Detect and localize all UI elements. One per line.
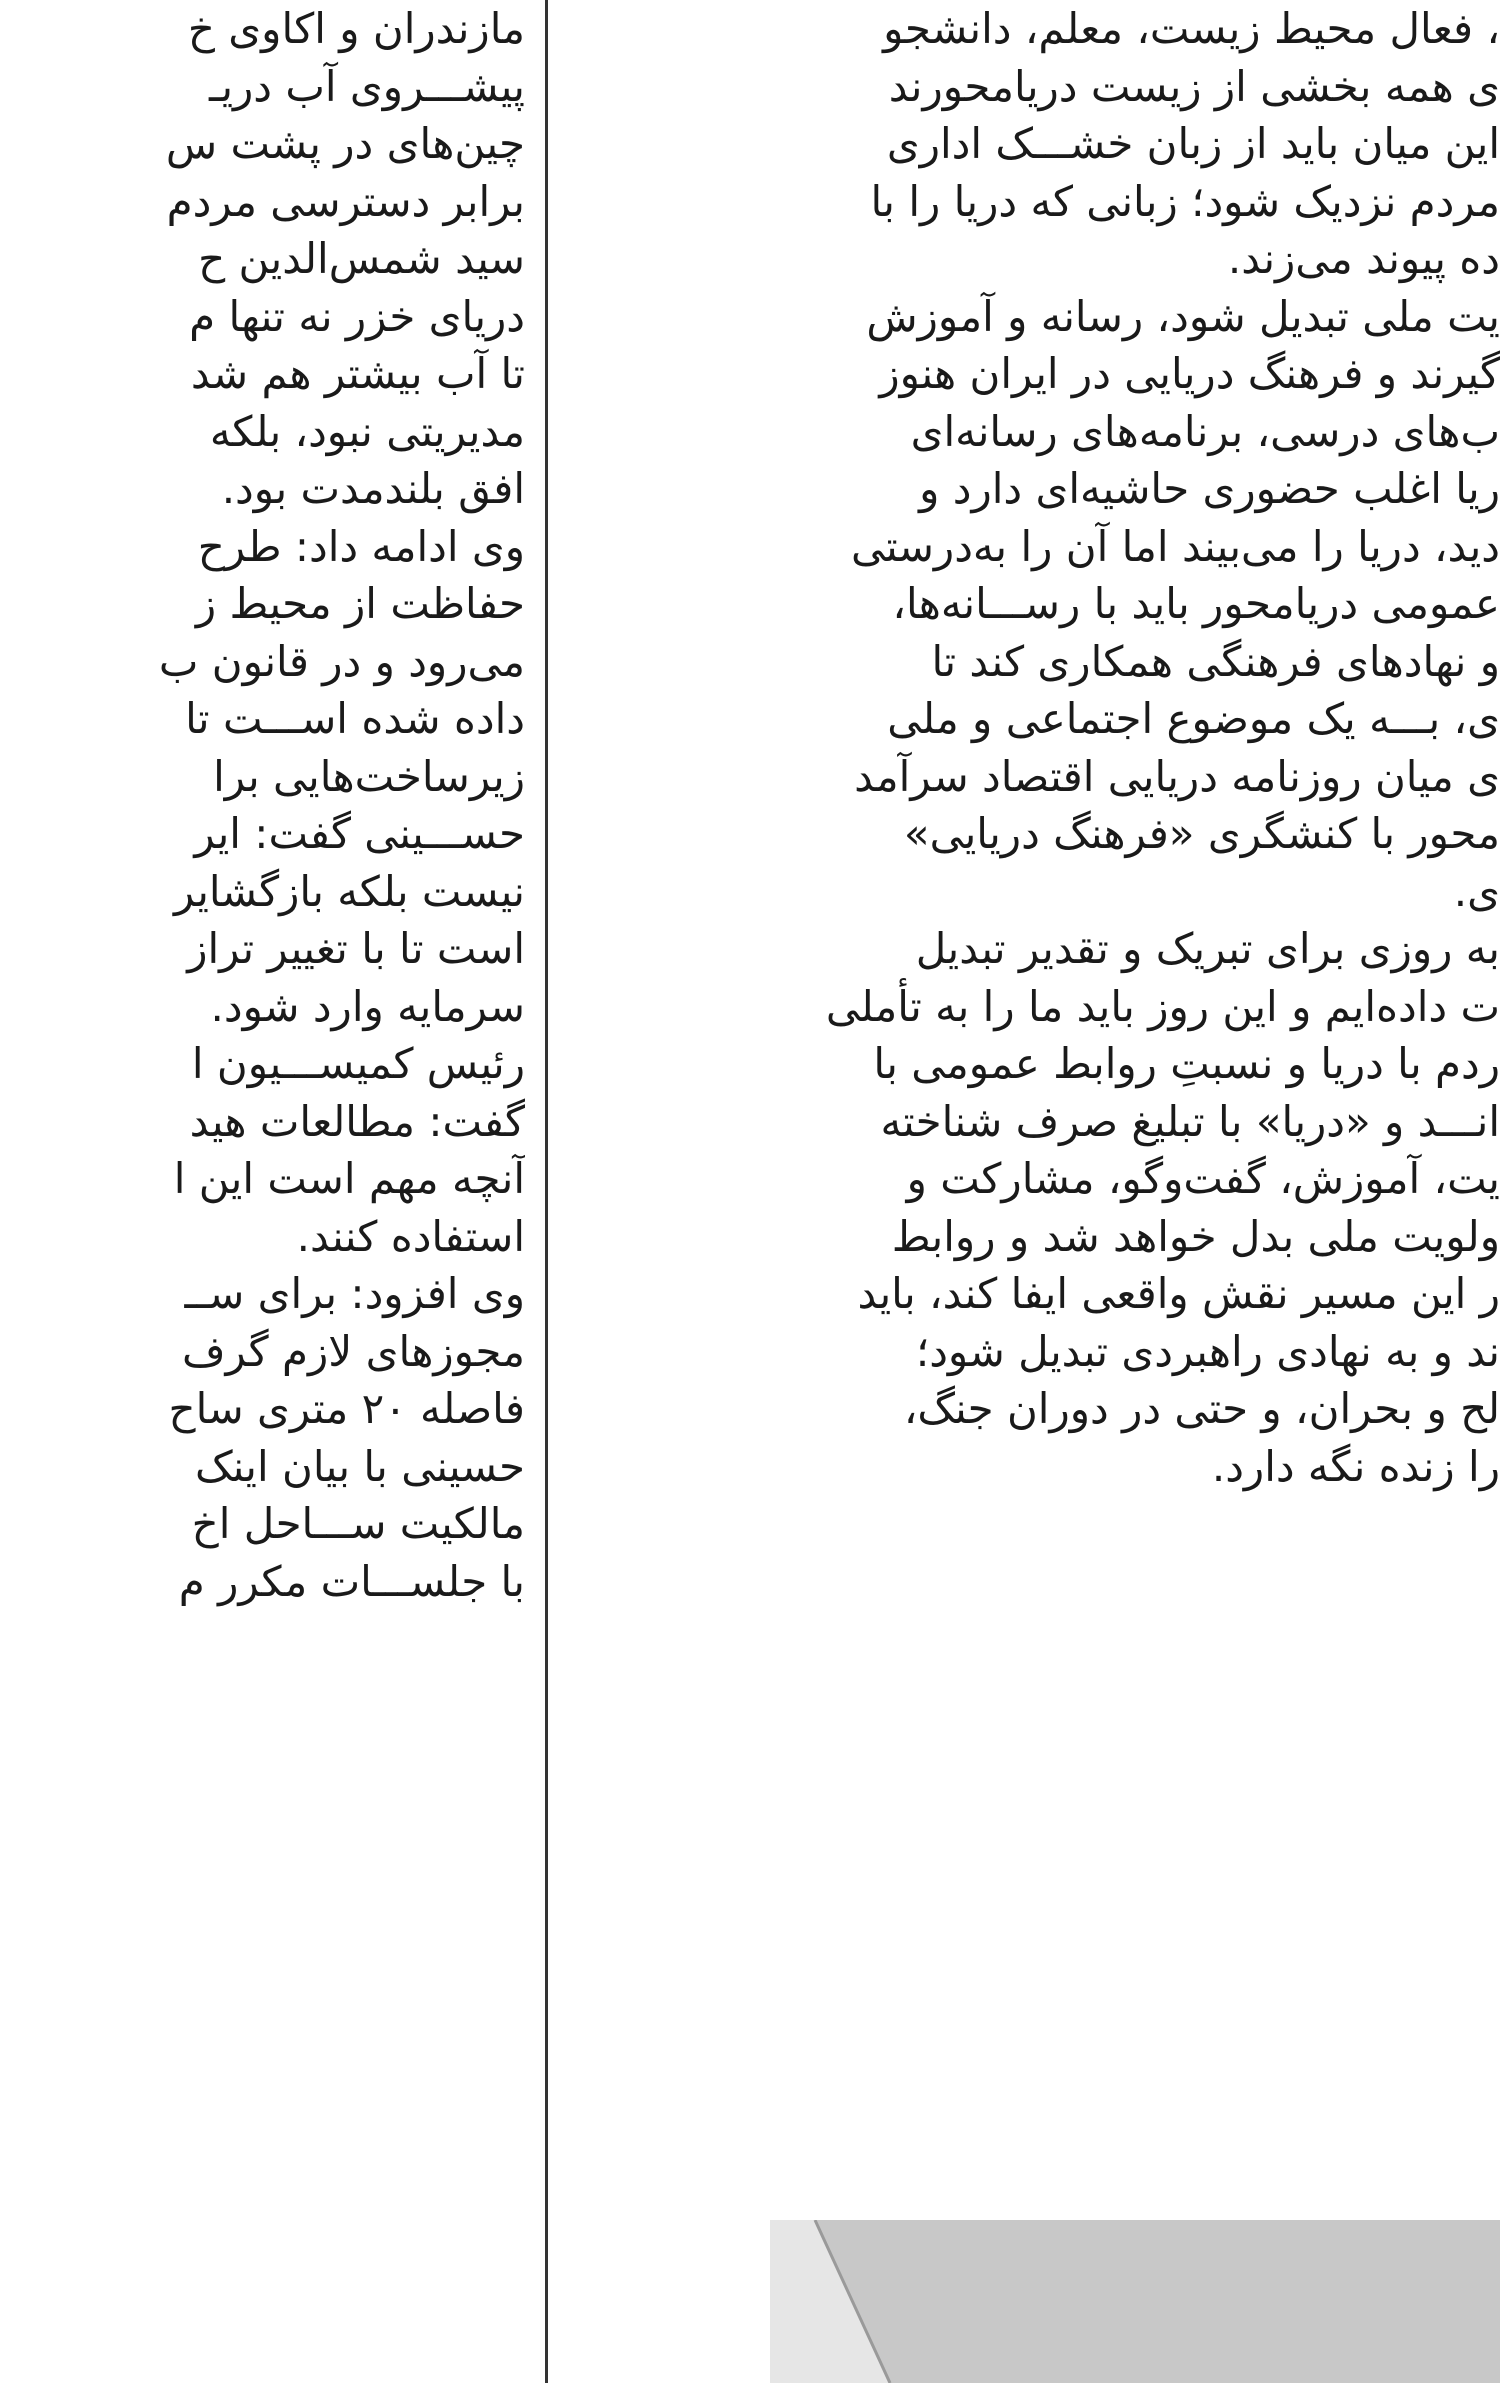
left-column-line: مازندران و اکاوی خ — [187, 4, 525, 53]
left-column-line: می‌رود و در قانون ب — [158, 636, 525, 686]
left-column-line: افق بلندمدت بود. — [221, 464, 525, 513]
article-photo — [770, 2220, 1500, 2383]
right-column-line: ی همه بخشی از زیست دریامحورند — [888, 61, 1500, 111]
column-divider — [545, 0, 548, 2383]
left-column-line: وی افزود: برای ســ — [184, 1269, 525, 1318]
right-column-line: ی میان روزنامه دریایی اقتصاد سرآمد — [854, 751, 1500, 801]
right-column-line: محور با کنشگری «فرهنگ دریایی» — [903, 809, 1500, 858]
right-column-line: ردم با دریا و نسبتِ روابط عمومی با — [873, 1039, 1500, 1088]
right-column-line: ب‌های درسی، برنامه‌های رسانه‌ای — [910, 406, 1500, 456]
right-column-line: ، فعال محیط زیست، معلم، دانشجو — [883, 4, 1500, 53]
right-column-line: یت ملی تبدیل شود، رسانه و آموزش — [866, 291, 1500, 341]
left-column-line: سرمایه وارد شود. — [210, 981, 525, 1031]
photo-graphic — [770, 2220, 1500, 2383]
right-column-line: گیرند و فرهنگ دریایی در ایران هنوز — [879, 349, 1500, 398]
right-column-line: ر این مسیر نقش واقعی ایفا کند، باید — [857, 1269, 1500, 1318]
left-column-line: زیرساخت‌هایی برا — [213, 751, 525, 801]
right-column-line: را زنده نگه دارد. — [1211, 1441, 1500, 1491]
left-column-line: است تا با تغییر تراز — [187, 924, 525, 973]
left-column-line: گفت: مطالعات هید — [189, 1096, 525, 1146]
right-article-column — [690, 0, 1500, 1495]
left-column-line: مالکیت ســـاحل اخ — [191, 1499, 525, 1548]
right-column-line: دید، دریا را می‌بیند اما آن را به‌درستی — [851, 521, 1500, 571]
left-column-line: وی ادامه داد: طرح — [197, 521, 525, 571]
left-column-line: سید شمس‌الدین ح — [198, 234, 525, 283]
right-column-line: و نهادهای فرهنگی همکاری کند تا — [931, 636, 1500, 686]
left-column-line: استفاده کنند. — [296, 1211, 525, 1261]
right-column-line: عمومی دریامحور باید با رســـانه‌ها، — [892, 579, 1500, 628]
left-column-line: مجوزهای لازم گرف — [181, 1326, 525, 1376]
right-column-line: انـــد و «دریا» با تبلیغ صرف شناخته — [880, 1096, 1500, 1146]
right-column-line: ولویت ملی بدل خواهد شد و روابط — [891, 1211, 1500, 1261]
right-column-line: لح و بحران، و حتی در دوران جنگ، — [903, 1384, 1500, 1433]
left-column-line: پیشـــروی آب دریـ — [209, 61, 525, 111]
right-column-line: یت، آموزش، گفت‌وگو، مشارکت و — [906, 1154, 1500, 1203]
right-column-line: ی، بـــه یک موضوع اجتماعی و ملی — [887, 694, 1500, 743]
left-column-line: با جلســـات مکرر م — [178, 1556, 525, 1606]
left-article-column — [0, 0, 525, 1610]
right-column-line: به روزی برای تبریک و تقدیر تبدیل — [915, 924, 1500, 973]
left-column-line: داده شده اســـت تا — [185, 694, 525, 743]
left-column-line: حسینی با بیان اینک — [195, 1441, 525, 1491]
right-column-line: مردم نزدیک شود؛ زبانی که دریا را با — [870, 176, 1500, 226]
left-column-line: چین‌های در پشت س — [165, 119, 525, 168]
left-column-line: رئیس کمیســـیون ا — [191, 1039, 525, 1088]
right-column-line: ت داده‌ایم و این روز باید ما را به تأملی — [825, 981, 1500, 1031]
right-column-line: ده پیوند می‌زند. — [1227, 234, 1500, 283]
right-column-line: این میان باید از زبان خشـــک اداری — [886, 119, 1500, 168]
left-column-line: آنچه مهم است این ا — [173, 1154, 525, 1203]
left-column-line: فاصله ۲۰ متری ساح — [168, 1384, 525, 1433]
right-column-line: ند و به نهادی راهبردی تبدیل شود؛ — [915, 1326, 1500, 1376]
left-column-line: تا آب بیشتر هم شد — [190, 349, 525, 398]
right-column-line: ی. — [1453, 866, 1500, 916]
left-column-line: حفاظت از محیط ز — [195, 579, 525, 628]
left-column-line: مدیریتی نبود، بلکه — [209, 406, 525, 456]
left-column-line: حســـینی گفت: ایر — [194, 809, 525, 858]
left-column-line: نیست بلکه بازگشایر — [174, 866, 525, 916]
left-column-line: دریای خزر نه تنها م — [189, 291, 525, 341]
left-column-line: برابر دسترسی مردم — [166, 176, 525, 226]
right-column-line: ریا اغلب حضوری حاشیه‌ای دارد و — [919, 464, 1500, 513]
